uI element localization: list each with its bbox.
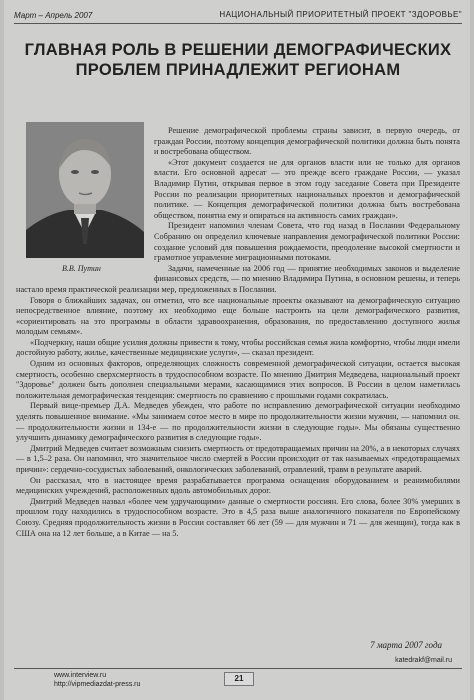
paragraph: Дмитрий Медведев назвал «более чем удручающими» данные о смертности россиян. Его слова, более 30% умерших в прошлом году находились в трудоспособном возрасте. Это в 4,5 раза выше аналогичного показателя по Европейскому Союзу. Средняя продолжительность жизни в России составляет 66 лет (59 — для мужчин и 71 — для женщин), тогда как в США она на 12 лет больше, а в Китае — на 5. <box>16 496 460 538</box>
article-body <box>16 126 460 539</box>
issue-label: Март – Апрель 2007 <box>14 11 93 20</box>
paragraph: «Подчеркну, наши общие усилия должны привести к тому, чтобы российская семья жила комфортно, чтобы люди имели достойную работу, жилье, качественные медицинские услуги», — сказал президент. <box>16 337 460 358</box>
site-link-2[interactable]: http://vipmediazdat-press.ru <box>54 681 141 688</box>
article-title: ГЛАВНАЯ РОЛЬ В РЕШЕНИИ ДЕМОГРАФИЧЕСКИХ ПРОБЛЕМ ПРИНАДЛЕЖИТ РЕГИОНАМ <box>24 41 452 79</box>
paragraph: «Этот документ создается не для органов власти или не только для органов власти. Его основной адресат — это прежде всего граждане России, — указал Владимир Путин, открывая первое в этом году заседание Совета при Президенте России по реализации приоритетных национальных проектов и демографической политике. — Концепция демографической политики должна быть востребована обществом, понятна ему и опираться на активность самих граждан». <box>154 157 460 220</box>
paragraph: Говоря о ближайших задачах, он отметил, что все национальные проекты оказывают на демографическую ситуацию непосредственное влияние, поэтому их необходимо еще больше настроить на цели демографического развития, «сориентировать на это программы в области здравоохранения, образования, по предоставлению доступного жилья молодым семьям». <box>16 295 460 337</box>
site-link-1[interactable]: www.interview.ru <box>54 672 107 679</box>
paragraph: Дмитрий Медведев считает возможным снизить смертность от предотвращаемых причин на 20%, а в некоторых случаях — в 1,5–2 раза. Он напомнил, что значительное число смертей в России происходит от так называемых «предотвращаемых причин»: сердечно-сосудистых заболеваний, онкологических заболеваний, отравлений, травм в результате аварий. <box>16 443 460 474</box>
project-label: НАЦИОНАЛЬНЫЙ ПРИОРИТЕТНЫЙ ПРОЕКТ "ЗДОРОВЬЕ" <box>219 10 462 19</box>
paragraph: Решение демографической проблемы страны зависит, в первую очередь, от граждан России, поэтому концепция демографической политики должна быть понята и востребована обществом. <box>154 126 460 157</box>
article-date: 7 марта 2007 года <box>370 640 442 650</box>
paragraph: Президент напомнил членам Совета, что год назад в Послании Федеральному Собранию он определил ключевые направления демографической политики России: создание условий для повышения рождаемости, преодоление высокой смертности и грамотное управление миграционными потоками. <box>154 221 460 263</box>
photo-caption: В.В. Путин <box>62 264 101 273</box>
magazine-page <box>4 0 470 700</box>
paragraph: Он рассказал, что в настоящее время разрабатывается программа оснащения оборудованием и реанимобилями медицинских учреждений, расположенных вдоль автомобильных дорог. <box>16 475 460 496</box>
paragraph: Первый вице-премьер Д.А. Медведев убежден, что работе по исправлению демографической ситуации необходимо уделять повышенное внимание. «Мы занимаем сотое место в мире по продолжительности жизни мужчин, — напомнил он. — продолжительности жизни и 134-е — по продолжительности жизни в следующие годы». Мы обязаны существенно улучшить динамику демографического развития в следующие годы». <box>16 401 460 443</box>
email-link[interactable]: katedrakf@mail.ru <box>395 657 452 664</box>
paragraph: Одним из основных факторов, определяющих сложность современной демографической ситуации, остается высокая смертность, особенно сверхсмертность в трудоспособном возрасте. По мнению Дмитрия Медведева, национальный проект "Здоровье" должен быть дополнен специальными мерами, касающимися этих вопросов. В России в целом наметилась положительная демографическая тенденция: смертность по сравнению с прошлыми годами сократилась. <box>16 359 460 400</box>
running-header <box>14 9 462 24</box>
paragraph: Задачи, намеченные на 2006 год — принятие необходимых законов и выделение финансовых средств, — по мнению Владимира Путина, в основном решены, и теперь настало время практической реализации мер, предложенных в Послании. <box>16 263 460 294</box>
page-number: 21 <box>224 672 254 686</box>
page-footer <box>14 668 462 693</box>
